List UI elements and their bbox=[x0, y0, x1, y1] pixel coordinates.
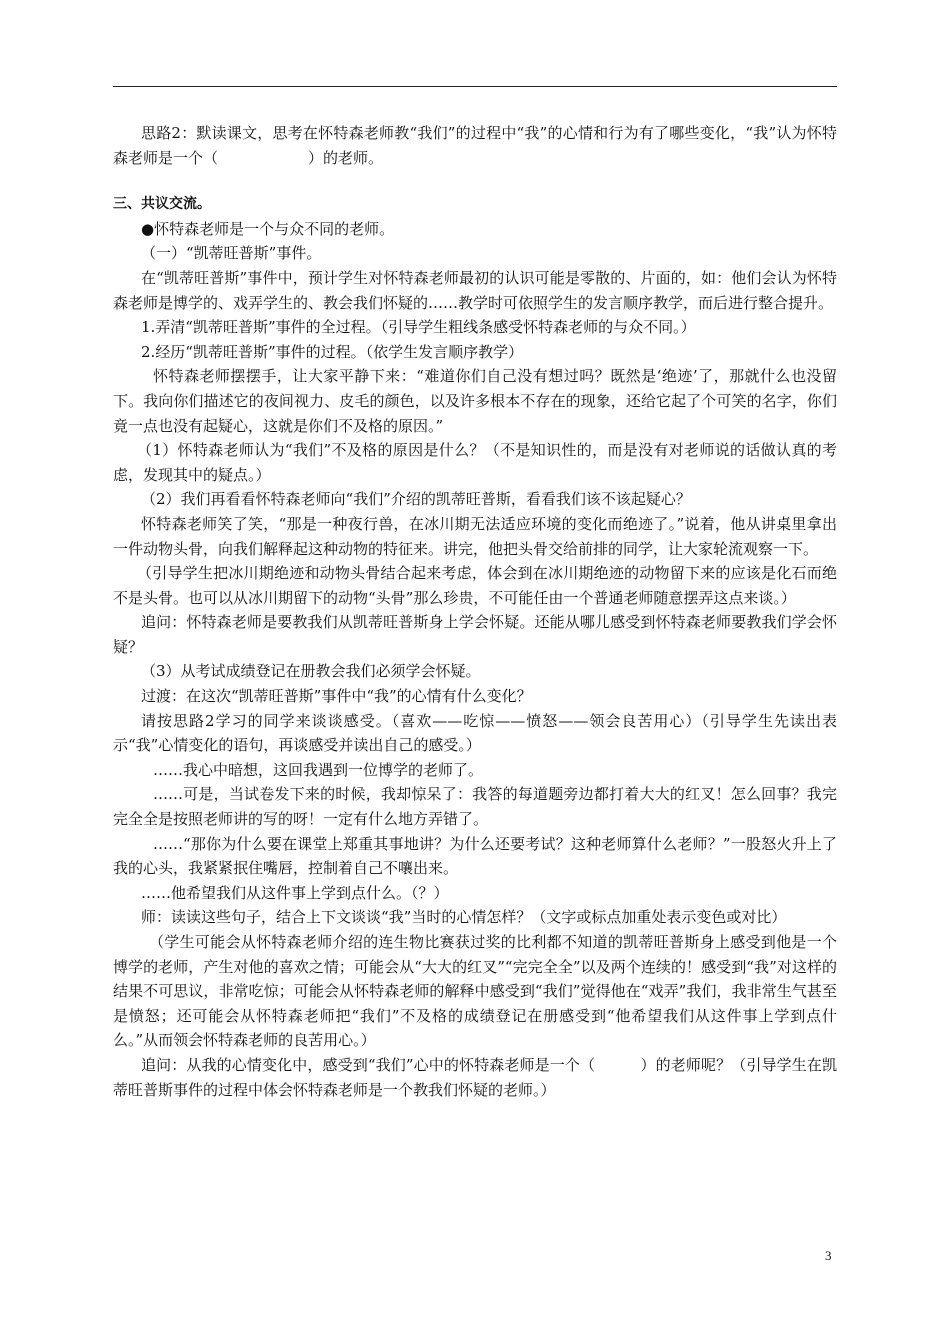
paragraph: 请按思路2学习的同学来谈谈感受。（喜欢——吃惊——愤怒——领会良苦用心）（引导学生先读出表示“我”心情变化的语句，再谈感受并读出自己的感受。） bbox=[113, 711, 837, 755]
quote-paragraph: ……我心中暗想，这回我遇到一位博学的老师了。 bbox=[153, 760, 484, 779]
quote-paragraph: 怀特森老师笑了笑，“那是一种夜行兽，在冰川期无法适应环境的变化而绝迹了。”说着，他从讲桌里拿出一件动物头骨，向我们解释起这种动物的特征来。讲完，他把头骨交给前排的同学，让大家轮流观察一下。 bbox=[113, 514, 837, 558]
paragraph: （一）“凯蒂旺普斯”事件。 bbox=[141, 244, 322, 263]
page-number: 3 bbox=[825, 1248, 832, 1263]
paragraph: 2.经历“凯蒂旺普斯”事件的过程。（依学生发言顺序教学） bbox=[141, 342, 524, 361]
paragraph: 师：读读这些句子，结合上下文谈谈“我”当时的心情怎样？（文字或标点加重处表示变色或对比） bbox=[141, 908, 787, 927]
quote-paragraph: ……他希望我们从这件事上学到点什么。（？） bbox=[141, 883, 449, 902]
paragraph: 过渡：在这次“凯蒂旺普斯”事件中“我”的心情有什么变化？ bbox=[141, 687, 532, 706]
paragraph: 思路2：默读课文，思考在怀特森老师教“我们”的过程中“我”的心情和行为有了哪些变化，“我”认为怀特森老师是一个（ ）的老师。 bbox=[113, 124, 837, 167]
paragraph: （3）从考试成绩登记在册教会我们必须学会怀疑。 bbox=[141, 662, 481, 681]
quote-paragraph: ……“那你为什么要在课堂上郑重其事地讲？为什么还要考试？这种老师算什么老师？”一股怒火升上了我的心头，我紧紧抿住嘴唇，控制着自己不嚷出来。 bbox=[113, 834, 837, 878]
quote-paragraph: ……可是，当试卷发下来的时候，我却惊呆了：我答的每道题旁边都打着大大的红叉！怎么回事？我完完全全是按照老师讲的写的呀！一定有什么地方弄错了。 bbox=[113, 785, 837, 829]
paragraph: 追问：从我的心情变化中，感受到“我们”心中的怀特森老师是一个（ ）的老师呢？（引导学生在凯蒂旺普斯事件的过程中体会怀特森老师是一个教我们怀疑的老师。） bbox=[113, 1055, 837, 1099]
quote-paragraph: 怀特森老师摆摆手，让大家平静下来：“难道你们自己没有想过吗？既然是‘绝迹’了，那就什么也没留下。我向你们描述它的夜间视力、皮毛的颜色，以及许多根本不存在的现象，还给它起了个可笑的名字，你们竟一点也没有起疑心，这就是你们不及格的原因。” bbox=[113, 367, 837, 435]
paragraph: 1.弄清“凯蒂旺普斯”事件的全过程。（引导学生粗线条感受怀特森老师的与众不同。） bbox=[141, 318, 696, 337]
paragraph: 追问：怀特森老师是要教我们从凯蒂旺普斯身上学会怀疑。还能从哪儿感受到怀特森老师要教我们学会怀疑？ bbox=[113, 613, 837, 656]
paragraph: （学生可能会从怀特森老师介绍的连生物比赛获过奖的比利都不知道的凯蒂旺普斯身上感受到他是一个博学的老师，产生对他的喜欢之情；可能会从“大大的红叉”“完完全全”以及两个连续的！感受到“我”对这样的结果不可思议，非常吃惊；可能会从怀特森老师的解释中感受到“我们”觉得他在“戏弄”我们，我非常生气甚至是愤怒；还可能会从怀特森老师把“我们”不及格的成绩登记在册感受到“他希望我们从这件事上学到点什么。”从而领会怀特森老师的良苦用心。） bbox=[113, 933, 837, 1050]
section-heading: 三、共议交流。 bbox=[113, 196, 211, 213]
paragraph: （2）我们再看看怀特森老师向“我们”介绍的凯蒂旺普斯，看看我们该不该起疑心？ bbox=[141, 490, 691, 509]
paragraph: ●怀特森老师是一个与众不同的老师。 bbox=[141, 219, 395, 238]
header-rule bbox=[113, 86, 837, 87]
paragraph: （引导学生把冰川期绝迹和动物头骨结合起来考虑，体会到在冰川期绝迹的动物留下来的应该是化石而绝不是头骨。也可以从冰川期留下的动物“头骨”那么珍贵，不可能任由一个普通老师随意摆弄这点来谈。） bbox=[113, 564, 837, 607]
paragraph: （1）怀特森老师认为“我们”不及格的原因是什么？（不是知识性的，而是没有对老师说的话做认真的考虑，发现其中的疑点。） bbox=[113, 441, 837, 484]
document-body bbox=[113, 121, 837, 1102]
paragraph: 在“凯蒂旺普斯”事件中，预计学生对怀特森老师最初的认识可能是零散的、片面的，如：他们会认为怀特森老师是博学的、戏弄学生的、教会我们怀疑的……教学时可依照学生的发言顺序教学，而后进行整合提升。 bbox=[113, 268, 837, 312]
